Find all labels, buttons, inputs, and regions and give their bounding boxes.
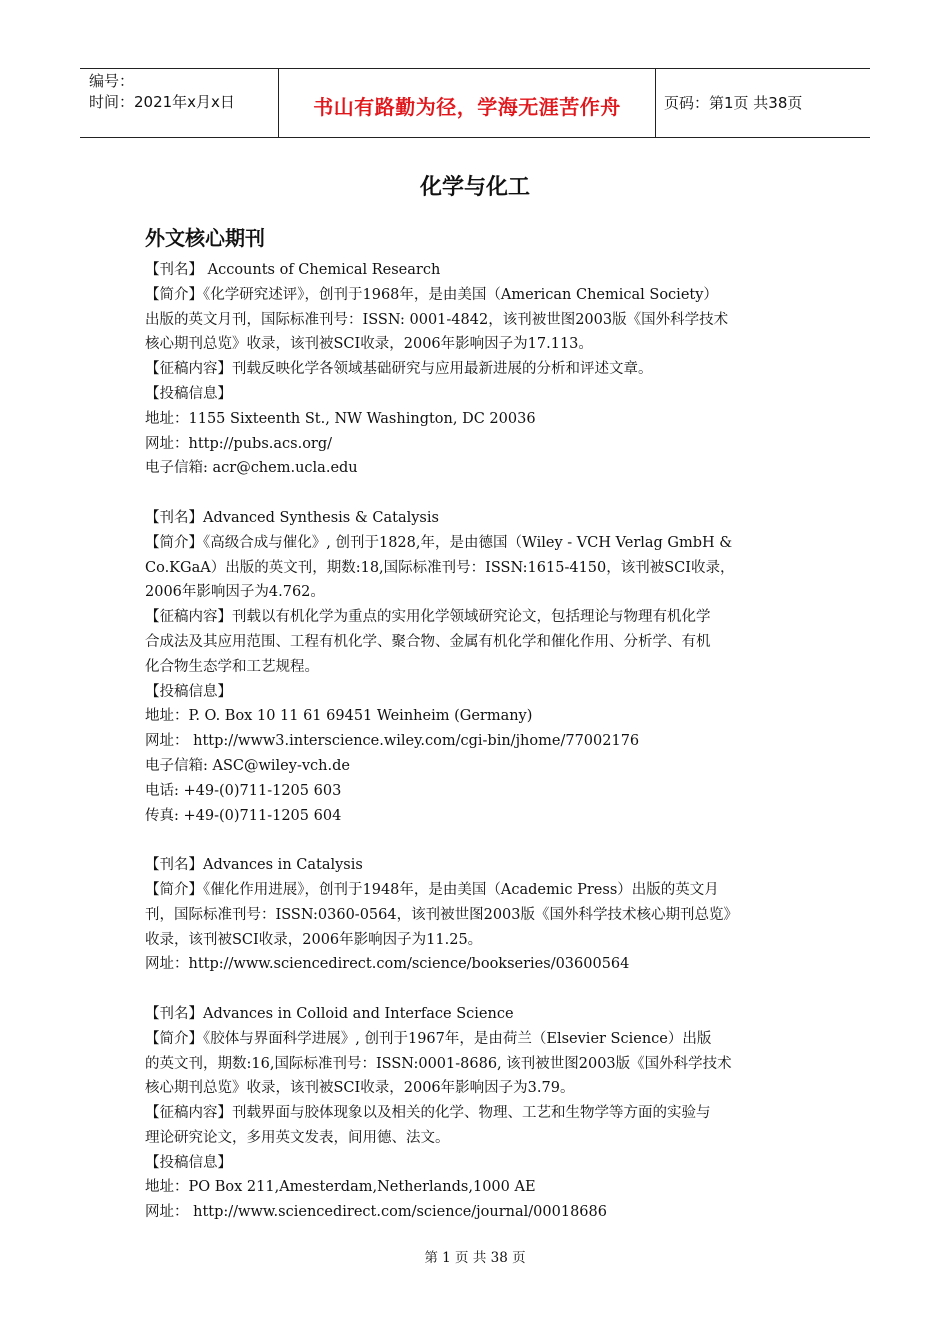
entry-line: 【简介】《高级合成与催化》, 创刊于1828,年，是由德国（Wiley - VCH Verlag GmbH & [145, 534, 733, 551]
entry-line: 刊，国际标准刊号：ISSN:0360-0564，该刊被世图2003版《国外科学技术核心期刊总览》 [145, 906, 738, 923]
entry-line: 合成法及其应用范围、工程有机化学、聚合物、金属有机化学和催化作用、分析学、有机 [145, 633, 711, 650]
header-page-info: 页码：第1页 共38页 [664, 94, 803, 112]
entry-line: 电子信箱: acr@chem.ucla.edu [145, 460, 358, 477]
journal-entry [145, 506, 815, 828]
entry-line: 核心期刊总览》收录，该刊被SCI收录，2006年影响因子为17.113。 [145, 336, 593, 353]
header-motto-cell [278, 69, 656, 137]
entry-line: 【简介】《化学研究述评》，创刊于1968年，是由美国（American Chemical Society） [145, 286, 718, 303]
entry-spacer [145, 481, 815, 506]
entry-line: 传真: +49-(0)711-1205 604 [145, 807, 342, 824]
document-number-label: 编号： [89, 72, 135, 90]
entry-line: 【刊名】Advances in Catalysis [145, 857, 363, 874]
entry-line: 网址： http://www3.interscience.wiley.com/cgi-bin/jhome/77002176 [145, 733, 640, 750]
entry-line: 【投稿信息】 [145, 1154, 232, 1171]
document-date-label: 时间：2021年x月x日 [89, 93, 235, 111]
entry-line: 【征稿内容】刊载以有机化学为重点的实用化学领域研究论文，包括理论与物理有机化学 [145, 609, 711, 626]
entry-line: 理论研究论文，多用英文发表，间用德、法文。 [145, 1129, 450, 1146]
entry-line: 电子信箱: ASC@wiley-vch.de [145, 757, 350, 774]
journal-entry [145, 258, 815, 481]
entry-line: 网址：http://pubs.acs.org/ [145, 435, 333, 452]
entry-line: 【简介】《催化作用进展》，创刊于1948年，是由美国（Academic Press）出版的英文月 [145, 881, 719, 898]
entry-line: 网址：http://www.sciencedirect.com/science/bookseries/03600564 [145, 956, 630, 973]
entry-line: 核心期刊总览》收录，该刊被SCI收录，2006年影响因子为3.79。 [145, 1080, 575, 1097]
entry-line: Co.KGaA）出版的英文刊，期数:18,国际标准刊号：ISSN:1615-4150，该刊被SCI收录， [145, 559, 735, 576]
header-meta-cell [80, 69, 278, 137]
header-motto: 书山有路勤为径，学海无涯苦作舟 [313, 95, 621, 119]
entry-line: 地址：1155 Sixteenth St., NW Washington, DC 20036 [145, 410, 536, 427]
entry-line: 的英文刊，期数:16,国际标准刊号：ISSN:0001-8686, 该刊被世图2003版《国外科学技术 [145, 1055, 732, 1072]
journal-list [145, 258, 815, 1225]
journal-entry [145, 853, 815, 977]
entry-line: 【刊名】 Accounts of Chemical Research [145, 262, 441, 278]
header-page-cell [654, 69, 870, 137]
entry-line: 出版的英文月刊，国际标准刊号：ISSN: 0001-4842，该刊被世图2003版《国外科学技术 [145, 311, 729, 328]
page-title: 化学与化工 [419, 175, 530, 200]
entry-line: 2006年影响因子为4.762。 [145, 584, 325, 601]
section-title: 外文核心期刊 [145, 226, 265, 250]
entry-line: 化合物生态学和工艺规程。 [145, 658, 319, 675]
entry-line: 地址：P. O. Box 10 11 61 69451 Weinheim (Germany) [145, 708, 533, 725]
entry-spacer [145, 977, 815, 1002]
entry-line: 地址：PO Box 211,Amesterdam,Netherlands,1000 AE [145, 1179, 536, 1196]
entry-line: 【刊名】Advances in Colloid and Interface Science [145, 1005, 514, 1022]
entry-line: 收录，该刊被SCI收录，2006年影响因子为11.25。 [145, 931, 483, 948]
page-footer: 第 1 页 共 38 页 [424, 1250, 526, 1266]
entry-line: 【征稿内容】刊载反映化学各领域基础研究与应用最新进展的分析和评述文章。 [145, 361, 653, 378]
entry-line: 【简介】《胶体与界面科学进展》, 创刊于1967年，是由荷兰（Elsevier Science）出版 [145, 1030, 712, 1047]
entry-line: 【投稿信息】 [145, 385, 232, 402]
entry-line: 【征稿内容】刊载界面与胶体现象以及相关的化学、物理、工艺和生物学等方面的实验与 [145, 1105, 711, 1122]
entry-spacer [145, 828, 815, 853]
entry-line: 【投稿信息】 [145, 683, 232, 700]
entry-line: 电话: +49-(0)711-1205 603 [145, 782, 342, 799]
journal-entry [145, 1002, 815, 1225]
entry-line: 【刊名】Advanced Synthesis & Catalysis [145, 509, 439, 526]
entry-line: 网址： http://www.sciencedirect.com/science/journal/00018686 [145, 1204, 607, 1221]
document-header [80, 68, 870, 138]
